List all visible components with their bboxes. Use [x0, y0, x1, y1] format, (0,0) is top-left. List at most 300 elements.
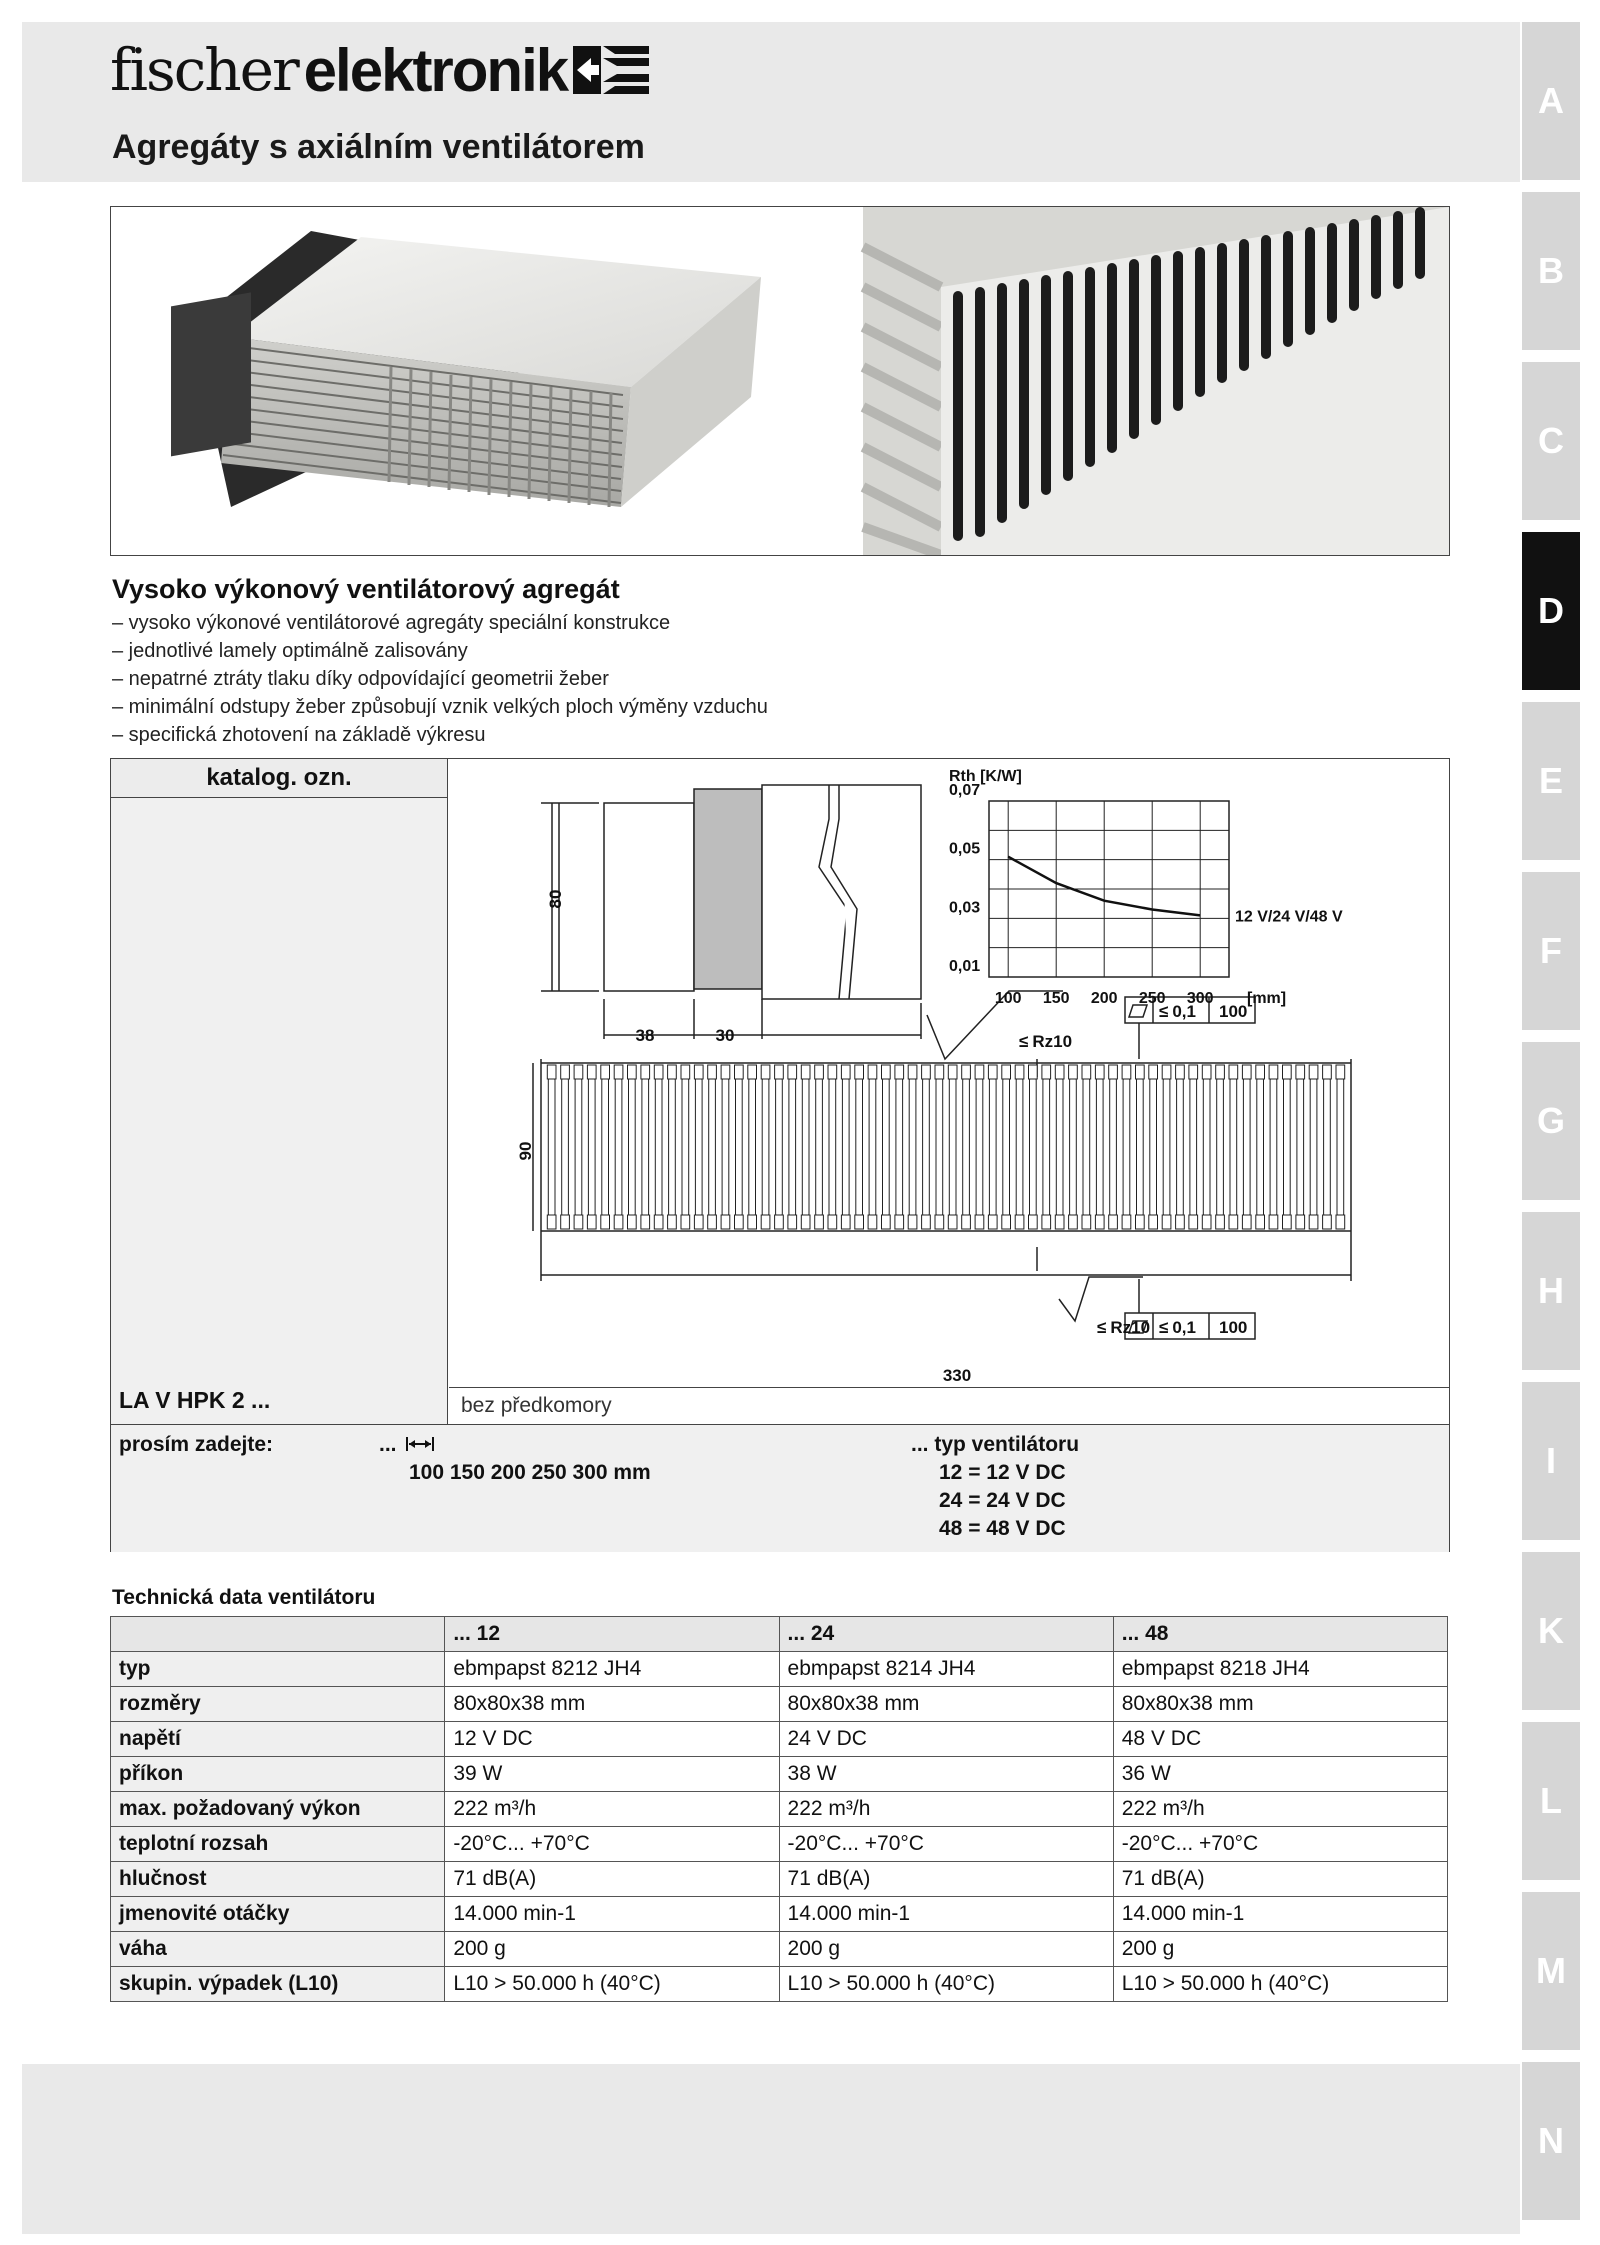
fin-root-top: [761, 1065, 770, 1079]
flatness-length-bottom: 100: [1219, 1318, 1248, 1337]
fin-root-bottom: [1149, 1215, 1158, 1229]
fin-root-bottom: [761, 1215, 770, 1229]
fin-root-bottom: [561, 1215, 570, 1229]
logo-text-fischer: fischer: [110, 36, 298, 104]
y-tick-label: 0,03: [949, 899, 981, 917]
fin: [883, 1077, 890, 1217]
description-item: – specifická zhotovení na základě výkresu: [112, 724, 486, 746]
table-cell: 222 m³/h: [445, 1792, 779, 1827]
fin-root-top: [962, 1065, 971, 1079]
table-cell: 222 m³/h: [779, 1792, 1113, 1827]
tab-l[interactable]: L: [1522, 1722, 1580, 1880]
fin: [695, 1077, 702, 1217]
fin-root-bottom: [828, 1215, 837, 1229]
fischer-elektronik-logo: [110, 34, 651, 106]
fin-root-bottom: [1136, 1215, 1145, 1229]
fin-root-bottom: [694, 1215, 703, 1229]
fin: [602, 1077, 609, 1217]
fin-root-top: [1069, 1065, 1078, 1079]
fin-root-bottom: [1202, 1215, 1211, 1229]
fin: [1310, 1077, 1317, 1217]
fin-root-top: [841, 1065, 850, 1079]
table-cell: L10 > 50.000 h (40°C): [779, 1967, 1113, 2002]
fin: [1270, 1077, 1277, 1217]
le-symbol: ≤: [1097, 1318, 1107, 1337]
table-cell: L10 > 50.000 h (40°C): [445, 1967, 779, 2002]
fin-root-top: [1095, 1065, 1104, 1079]
fin-root-top: [1242, 1065, 1251, 1079]
fin: [1337, 1077, 1344, 1217]
description-item: – nepatrné ztráty tlaku díky odpovídající geometrii žeber: [112, 668, 609, 690]
fin: [629, 1077, 636, 1217]
fin-root-bottom: [654, 1215, 663, 1229]
fin-root-bottom: [574, 1215, 583, 1229]
fin: [802, 1077, 809, 1217]
table-cell: 12 V DC: [445, 1722, 779, 1757]
fin-root-bottom: [855, 1215, 864, 1229]
fin-root-top: [1015, 1065, 1024, 1079]
fin-root-top: [801, 1065, 810, 1079]
table-cell: ebmpapst 8212 JH4: [445, 1652, 779, 1687]
fin: [1284, 1077, 1291, 1217]
fin-root-top: [641, 1065, 650, 1079]
fin: [776, 1077, 783, 1217]
fin-root-bottom: [788, 1215, 797, 1229]
page-title: Agregáty s axiálním ventilátorem: [112, 128, 645, 166]
table-header-cell: [111, 1617, 445, 1652]
table-cell: -20°C... +70°C: [779, 1827, 1113, 1862]
fin-root-top: [735, 1065, 744, 1079]
fin-root-bottom: [1162, 1215, 1171, 1229]
fin-root-top: [1162, 1065, 1171, 1079]
fin: [1217, 1077, 1224, 1217]
index-tabs: [1522, 22, 1580, 2222]
catalog-code: LA V HPK 2 ...: [119, 1387, 271, 1413]
flatness-value: ≤ 0,1: [1159, 1002, 1196, 1021]
fin-root-bottom: [948, 1215, 957, 1229]
table-cell: 80x80x38 mm: [779, 1687, 1113, 1722]
row-label: max. požadovaný výkon: [111, 1792, 445, 1827]
row-label: typ: [111, 1652, 445, 1687]
fin-root-top: [1202, 1065, 1211, 1079]
fin-root-bottom: [922, 1215, 931, 1229]
table-cell: 14.000 min-1: [779, 1897, 1113, 1932]
fin: [909, 1077, 916, 1217]
spec-note: bez předkomory: [449, 1387, 1449, 1424]
fin-root-bottom: [1095, 1215, 1104, 1229]
table-cell: 200 g: [1113, 1932, 1447, 1967]
fin-root-top: [1029, 1065, 1038, 1079]
fin-root-top: [1055, 1065, 1064, 1079]
fin-root-top: [547, 1065, 556, 1079]
fin-root-bottom: [1002, 1215, 1011, 1229]
fin-root-bottom: [1189, 1215, 1198, 1229]
fin-root-top: [721, 1065, 730, 1079]
y-tick-label: 0,05: [949, 840, 981, 858]
description-item: – minimální odstupy žeber způsobují vznik velkých ploch výměny vzduchu: [112, 696, 768, 718]
fin-root-top: [1149, 1065, 1158, 1079]
table-cell: 38 W: [779, 1757, 1113, 1792]
roughness-value: Rz10: [1032, 1032, 1073, 1051]
fin: [722, 1077, 729, 1217]
fin-closeup-photo: [863, 207, 1449, 555]
roughness-value: Rz10: [1110, 1318, 1151, 1337]
fin-root-bottom: [962, 1215, 971, 1229]
fin-root-bottom: [681, 1215, 690, 1229]
table-row: [111, 1897, 1448, 1932]
fin: [936, 1077, 943, 1217]
x-axis-label: [mm]: [1247, 990, 1287, 1007]
fin-root-bottom: [614, 1215, 623, 1229]
fin-root-bottom: [601, 1215, 610, 1229]
row-label: rozměry: [111, 1687, 445, 1722]
fin: [1016, 1077, 1023, 1217]
fin-root-bottom: [1082, 1215, 1091, 1229]
fin-root-top: [1002, 1065, 1011, 1079]
fin-root-bottom: [1256, 1215, 1265, 1229]
table-cell: 24 V DC: [779, 1722, 1113, 1757]
table-cell: 71 dB(A): [779, 1862, 1113, 1897]
fin: [548, 1077, 555, 1217]
fin-root-top: [828, 1065, 837, 1079]
fin: [949, 1077, 956, 1217]
fin: [682, 1077, 689, 1217]
fin: [869, 1077, 876, 1217]
fin-root-top: [587, 1065, 596, 1079]
fin-root-top: [1082, 1065, 1091, 1079]
tab-d[interactable]: D: [1522, 532, 1580, 690]
fin-root-bottom: [1336, 1215, 1345, 1229]
table-row: [111, 1652, 1448, 1687]
fin-root-bottom: [1296, 1215, 1305, 1229]
fin-root-top: [948, 1065, 957, 1079]
fin-root-top: [614, 1065, 623, 1079]
fin: [963, 1077, 970, 1217]
fin-root-bottom: [815, 1215, 824, 1229]
fin-root-top: [1283, 1065, 1292, 1079]
fin-root-bottom: [1055, 1215, 1064, 1229]
table-cell: 14.000 min-1: [1113, 1897, 1447, 1932]
table-cell: 80x80x38 mm: [445, 1687, 779, 1722]
table-header-cell: ... 48: [1113, 1617, 1447, 1652]
fin-root-bottom: [1309, 1215, 1318, 1229]
fin-root-top: [681, 1065, 690, 1079]
fin: [1110, 1077, 1117, 1217]
logo-arrow-mark-icon: [573, 42, 651, 98]
fan-type-24: 24 = 24 V DC: [939, 1489, 1066, 1512]
fin: [1003, 1077, 1010, 1217]
fin-root-top: [922, 1065, 931, 1079]
fin-root-top: [1296, 1065, 1305, 1079]
table-cell: 39 W: [445, 1757, 779, 1792]
fin-root-top: [815, 1065, 824, 1079]
fin: [615, 1077, 622, 1217]
fin-root-top: [561, 1065, 570, 1079]
fin-root-bottom: [988, 1215, 997, 1229]
fin: [762, 1077, 769, 1217]
fin: [1070, 1077, 1077, 1217]
roughness-label-bottom: [1097, 1318, 1150, 1337]
fin-array: [547, 1065, 1344, 1229]
fin-root-top: [855, 1065, 864, 1079]
technical-drawing: [449, 759, 1449, 1387]
product-photo-box: [110, 206, 1450, 556]
table-cell: 200 g: [779, 1932, 1113, 1967]
table-cell: -20°C... +70°C: [1113, 1827, 1447, 1862]
table-row: [111, 1757, 1448, 1792]
fin-root-bottom: [1042, 1215, 1051, 1229]
fin-root-top: [1109, 1065, 1118, 1079]
fin-root-top: [628, 1065, 637, 1079]
table-cell: 71 dB(A): [1113, 1862, 1447, 1897]
fin-root-bottom: [841, 1215, 850, 1229]
fin-root-top: [868, 1065, 877, 1079]
fin-root-bottom: [908, 1215, 917, 1229]
fin-root-bottom: [1109, 1215, 1118, 1229]
fin: [789, 1077, 796, 1217]
drawing-svg: [449, 759, 1449, 1387]
x-tick-label: 150: [1042, 990, 1070, 1007]
table-cell: L10 > 50.000 h (40°C): [1113, 1967, 1447, 2002]
row-label: hlučnost: [111, 1862, 445, 1897]
tab-n[interactable]: N: [1522, 2062, 1580, 2220]
x-tick-label: 100: [994, 990, 1022, 1007]
fin-root-bottom: [1269, 1215, 1278, 1229]
description-item: – jednotlivé lamely optimálně zalisovány: [112, 640, 468, 662]
fin-root-top: [1323, 1065, 1332, 1079]
fin: [562, 1077, 569, 1217]
fin-root-bottom: [1229, 1215, 1238, 1229]
fin: [1230, 1077, 1237, 1217]
description-item: – vysoko výkonové ventilátorové agregáty speciální konstrukce: [112, 612, 671, 634]
roughness-label: [1019, 1032, 1072, 1051]
fin: [575, 1077, 582, 1217]
fin-root-bottom: [1283, 1215, 1292, 1229]
dim-38: 38: [635, 1026, 655, 1045]
x-tick-label: 300: [1186, 990, 1214, 1007]
fin-root-bottom: [668, 1215, 677, 1229]
table-header-row: [111, 1617, 1448, 1652]
tab-c[interactable]: C: [1522, 362, 1580, 520]
tab-g[interactable]: G: [1522, 1042, 1580, 1200]
fin-root-top: [1336, 1065, 1345, 1079]
table-cell: -20°C... +70°C: [445, 1827, 779, 1862]
fin-root-top: [574, 1065, 583, 1079]
flatness-length: 100: [1219, 1002, 1248, 1021]
flatness-value-bottom: ≤ 0,1: [1159, 1318, 1196, 1337]
fin-root-bottom: [721, 1215, 730, 1229]
catalog-column: [111, 759, 448, 1424]
fin: [1203, 1077, 1210, 1217]
table-cell: 200 g: [445, 1932, 779, 1967]
fin: [989, 1077, 996, 1217]
tab-h[interactable]: H: [1522, 1212, 1580, 1370]
fan-type-12: 12 = 12 V DC: [939, 1461, 1066, 1484]
fin-root-bottom: [628, 1215, 637, 1229]
tab-m[interactable]: M: [1522, 1892, 1580, 2050]
row-label: jmenovité otáčky: [111, 1897, 445, 1932]
fin-root-top: [882, 1065, 891, 1079]
tech-table-title: Technická data ventilátoru: [112, 1586, 376, 1609]
fin-root-top: [775, 1065, 784, 1079]
fin-root-bottom: [1122, 1215, 1131, 1229]
fin: [856, 1077, 863, 1217]
tab-e[interactable]: E: [1522, 702, 1580, 860]
fin-root-top: [935, 1065, 944, 1079]
fin-root-bottom: [1069, 1215, 1078, 1229]
fin: [655, 1077, 662, 1217]
chart-grid: [989, 801, 1229, 977]
fin: [1030, 1077, 1037, 1217]
footer-band: [22, 2064, 1520, 2234]
specification-box: [110, 758, 1450, 1552]
fin-root-bottom: [641, 1215, 650, 1229]
table-row: [111, 1687, 1448, 1722]
table-cell: 14.000 min-1: [445, 1897, 779, 1932]
fin-root-top: [1189, 1065, 1198, 1079]
y-axis-label: Rth [K/W]: [949, 768, 1022, 785]
fin: [1096, 1077, 1103, 1217]
row-label: teplotní rozsah: [111, 1827, 445, 1862]
fin-root-top: [708, 1065, 717, 1079]
fin: [642, 1077, 649, 1217]
description-title: Vysoko výkonový ventilátorový agregát: [112, 574, 620, 604]
fin: [709, 1077, 716, 1217]
fin-root-top: [694, 1065, 703, 1079]
fin-root-top: [908, 1065, 917, 1079]
fin-root-bottom: [587, 1215, 596, 1229]
fin: [736, 1077, 743, 1217]
fin-root-top: [1256, 1065, 1265, 1079]
table-row: [111, 1932, 1448, 1967]
tab-i[interactable]: I: [1522, 1382, 1580, 1540]
fin-root-top: [668, 1065, 677, 1079]
fin-root-top: [1136, 1065, 1145, 1079]
fin-root-bottom: [547, 1215, 556, 1229]
fin-root-top: [1269, 1065, 1278, 1079]
fin-root-bottom: [935, 1215, 944, 1229]
product-photos: [111, 207, 1449, 555]
fin: [842, 1077, 849, 1217]
le-symbol: ≤: [1019, 1032, 1029, 1051]
fin-root-top: [1122, 1065, 1131, 1079]
order-info: [111, 1424, 1449, 1552]
table-row: [111, 1792, 1448, 1827]
fin: [829, 1077, 836, 1217]
row-label: napětí: [111, 1722, 445, 1757]
y-tick-label: 0,01: [949, 958, 981, 975]
fin: [1150, 1077, 1157, 1217]
dim-90: 90: [516, 1141, 535, 1161]
x-tick-label: 200: [1090, 990, 1118, 1007]
fin-root-bottom: [1323, 1215, 1332, 1229]
fin-root-top: [748, 1065, 757, 1079]
fin-root-top: [988, 1065, 997, 1079]
tab-b[interactable]: B: [1522, 192, 1580, 350]
table-cell: 36 W: [1113, 1757, 1447, 1792]
fin: [1137, 1077, 1144, 1217]
table-cell: 80x80x38 mm: [1113, 1687, 1447, 1722]
table-row: [111, 1722, 1448, 1757]
fin-root-bottom: [775, 1215, 784, 1229]
fin: [1163, 1077, 1170, 1217]
tab-a[interactable]: A: [1522, 22, 1580, 180]
fin: [1043, 1077, 1050, 1217]
fin-root-top: [1229, 1065, 1238, 1079]
fin-root-bottom: [868, 1215, 877, 1229]
table-row: [111, 1827, 1448, 1862]
fin-root-bottom: [1176, 1215, 1185, 1229]
y-tick-label: 0,07: [949, 782, 981, 799]
length-options: 100 150 200 250 300 mm: [409, 1461, 651, 1484]
fin-root-bottom: [1015, 1215, 1024, 1229]
tech-data-table: [110, 1616, 1448, 2002]
fin: [816, 1077, 823, 1217]
fin: [1083, 1077, 1090, 1217]
fin-root-bottom: [1216, 1215, 1225, 1229]
fin-root-bottom: [801, 1215, 810, 1229]
fan-type-48: 48 = 48 V DC: [939, 1517, 1066, 1540]
fin-root-top: [1042, 1065, 1051, 1079]
fin: [1123, 1077, 1130, 1217]
fin-root-top: [1176, 1065, 1185, 1079]
table-row: [111, 1967, 1448, 2002]
table-header-cell: ... 12: [445, 1617, 779, 1652]
row-label: příkon: [111, 1757, 445, 1792]
series-label: 12 V/24 V/48 V: [1235, 908, 1343, 926]
table-cell: 48 V DC: [1113, 1722, 1447, 1757]
le-symbol: ≤: [1159, 1002, 1169, 1021]
tab-k[interactable]: K: [1522, 1552, 1580, 1710]
table-cell: 222 m³/h: [1113, 1792, 1447, 1827]
unit-photo: [171, 231, 761, 507]
fin-root-bottom: [882, 1215, 891, 1229]
fin-root-top: [788, 1065, 797, 1079]
dim-330: 330: [942, 1366, 972, 1385]
fin: [1297, 1077, 1304, 1217]
fin-root-bottom: [1242, 1215, 1251, 1229]
fin: [1056, 1077, 1063, 1217]
table-row: [111, 1862, 1448, 1897]
fin-root-bottom: [895, 1215, 904, 1229]
length-arrow-icon: [405, 1435, 435, 1453]
logo-text-elektronik: elektronik: [303, 36, 568, 104]
dim-80: 80: [546, 889, 565, 909]
enter-label: prosím zadejte:: [119, 1433, 274, 1456]
fin: [1243, 1077, 1250, 1217]
fin-root-bottom: [975, 1215, 984, 1229]
fin-root-bottom: [1029, 1215, 1038, 1229]
fin-root-top: [654, 1065, 663, 1079]
fin: [1324, 1077, 1331, 1217]
fin: [749, 1077, 756, 1217]
catalog-header: katalog. ozn.: [111, 759, 447, 798]
fin: [588, 1077, 595, 1217]
fin-root-bottom: [708, 1215, 717, 1229]
row-label: skupin. výpadek (L10): [111, 1967, 445, 2002]
fin-root-top: [1216, 1065, 1225, 1079]
fin: [1177, 1077, 1184, 1217]
product-description: [112, 574, 1112, 749]
table-cell: ebmpapst 8218 JH4: [1113, 1652, 1447, 1687]
row-label: váha: [111, 1932, 445, 1967]
fin: [669, 1077, 676, 1217]
table-cell: 71 dB(A): [445, 1862, 779, 1897]
fin-root-top: [975, 1065, 984, 1079]
fin: [1190, 1077, 1197, 1217]
tab-f[interactable]: F: [1522, 872, 1580, 1030]
dots: ...: [379, 1433, 397, 1456]
